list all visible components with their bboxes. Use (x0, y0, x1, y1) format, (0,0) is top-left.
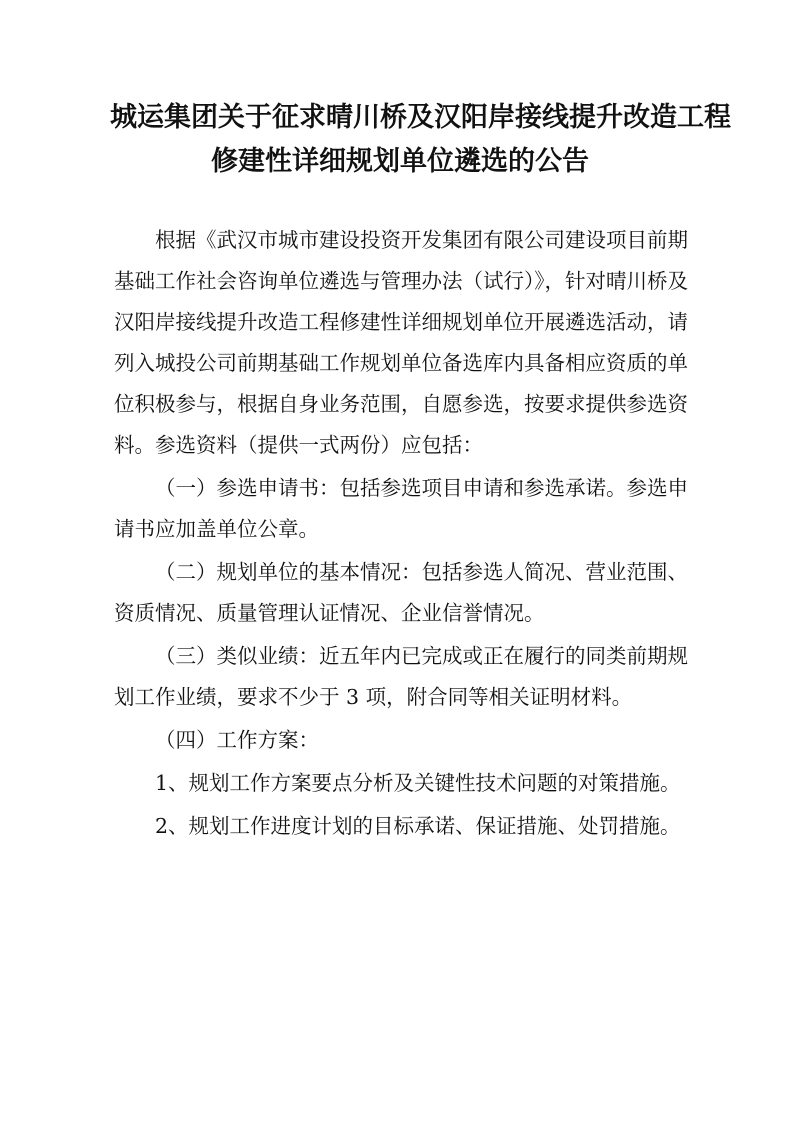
document-title-line-2: 修建性详细规划单位遴选的公告 (211, 146, 589, 177)
paragraph-intro: 根据《武汉市城市建设投资开发集团有限公司建设项目前期基础工作社会咨询单位遴选与管理办法（试行）》，针对晴川桥及汉阳岸接线提升改造工程修建性详细规划单位开展遴选活动，请列入城投公司前期基础工作规划单位备选库内具备相应资质的单位积极参与，根据自身业务范围，自愿参选，按要求提供参选资料。参选资料（提供一式两份）应包括： (114, 228, 688, 457)
paragraph-item-1: （一）参选申请书：包括参选项目申请和参选承诺。参选申请书应加盖单位公章。 (114, 476, 688, 541)
document-body (114, 220, 688, 847)
paragraph-item-4: （四）工作方案： (155, 728, 319, 752)
document-title-line-1: 城运集团关于征求晴川桥及汉阳岸接线提升改造工程 (110, 102, 731, 133)
paragraph-sub-item-2: 2、规划工作进度计划的目标承诺、保证措施、处罚措施。 (155, 814, 681, 838)
paragraph-item-2: （二）规划单位的基本情况：包括参选人简况、营业范围、资质情况、质量管理认证情况、企业信誉情况。 (114, 560, 688, 625)
paragraph-sub-item-1: 1、规划工作方案要点分析及关键性技术问题的对策措施。 (155, 771, 681, 795)
paragraph-item-3: （三）类似业绩：近五年内已完成或正在履行的同类前期规划工作业绩，要求不少于 3 项，附合同等相关证明材料。 (114, 644, 688, 709)
